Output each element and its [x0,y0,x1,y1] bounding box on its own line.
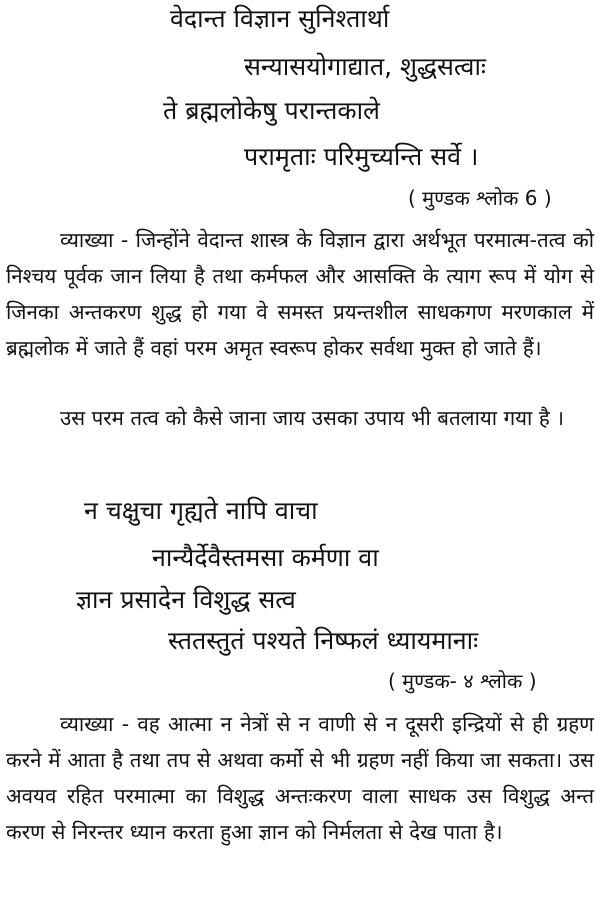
paragraph-2-text: उस परम तत्व को कैसे जाना जाय उसका उपाय भी बतलाया गया है । [60,406,565,430]
verse-1-line-1: वेदान्त विज्ञान सुनिश्तार्था [170,4,390,33]
paragraph-3-text: व्याख्या - वह आत्मा न नेत्रों से न वाणी से न दूसरी इन्द्रियों से ही ग्रहण करने में आता है तथा तप से अथवा कर्मो से भी ग्रहण नहीं किया जा सकता। उस अवयव रहित परमात्मा का विशुद्ध अन्तःकरण वाला साधक उस विशुद्ध अन्त करण से निरन्तर ध्यान करता हुआ ज्ञान को निर्मलता से देख पाता है। [6,712,594,844]
verse-1-line-4: परामृताः परिमुच्यन्ति सर्वे । [244,142,479,171]
verse-2-line-3: ज्ञान प्रसादेन विशुद्ध सत्व [76,585,296,614]
paragraph-1 [6,222,594,366]
paragraph-2 [6,400,594,436]
paragraph-1-text: व्याख्या - जिन्होंने वेदान्त शास्त्र के विज्ञान द्वारा अर्थभूत परमात्म-तत्व को निश्चय पूर्वक जान लिया है तथा कर्मफल और आसक्ति के त्याग रूप में योग से जिनका अन्तकरण शुद्ध हो गया वे समस्त प्रयन्तशील साधकगण मरणकाल में ब्रह्मलोक में जाते हैं वहां परम अमृत स्वरूप होकर सर्वथा मुक्त हो जाते हैं। [6,228,594,360]
paragraph-3 [6,706,594,850]
verse-1-line-2: सन्यासयोगाद्यात, शुद्धसत्वाः [244,52,486,81]
verse-2-line-1: न चक्षुचा गृह्यते नापि वाचा [84,496,318,525]
verse-2-line-2: नान्यैर्देवैस्तमसा कर्मणा वा [152,543,379,572]
citation-2: ( मुण्डक- ४ श्लोक ) [388,669,537,693]
citation-1: ( मुण्डक श्लोक 6 ) [408,186,552,210]
verse-2-line-4: स्ततस्तुतं पश्यते निष्फलं ध्यायमानाः [168,626,479,655]
verse-1-line-3: ते ब्रह्मलोकेषु परान्तकाले [163,96,380,125]
